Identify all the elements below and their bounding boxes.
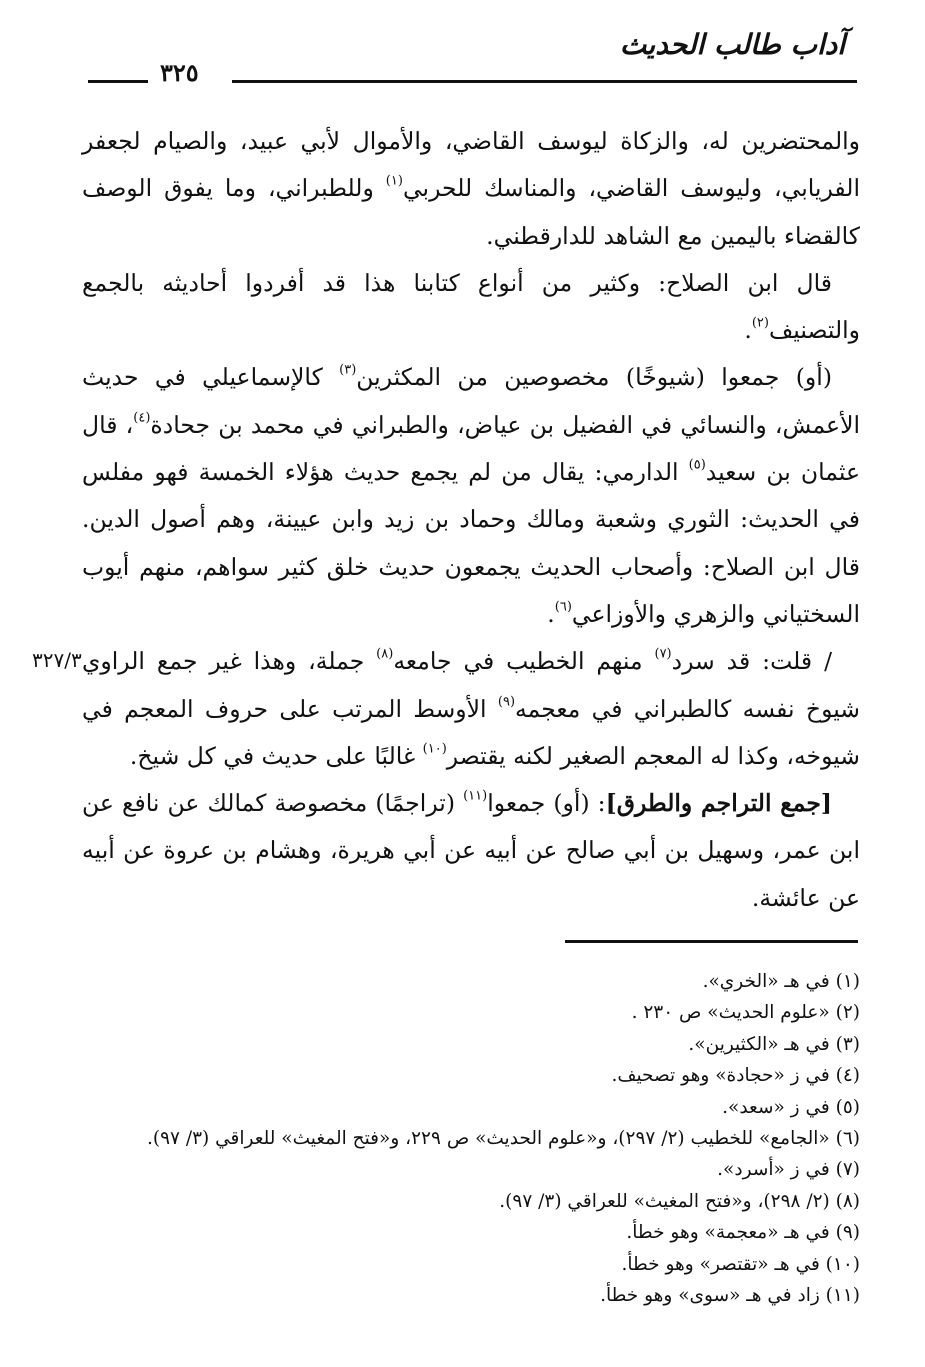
paragraph-4-text-b: منهم الخطيب في جامعه: [393, 647, 655, 676]
paragraph-3: [82, 354, 860, 638]
body-text: [82, 118, 860, 922]
note-ref-1: (١): [385, 173, 403, 189]
paragraph-1: [82, 118, 860, 260]
footnote: (٣) في هـ «الكثيرين».: [688, 1033, 860, 1055]
note-ref-2: (٢): [751, 315, 769, 331]
note-ref-3: (٣): [339, 362, 357, 378]
paragraph-2-text: قال ابن الصلاح: وكثير من أنواع كتابنا هذا قد أفردوا أحاديثه بالجمع والتصنيف: [82, 268, 860, 345]
footnote: (٤) في ز «حجادة» وهو تصحيف.: [611, 1065, 860, 1087]
paragraph-2: [82, 260, 860, 355]
footnote: (١١) زاد في هـ «سوى» وهو خطأ.: [600, 1285, 860, 1307]
paragraph-1-text-a: والمحتضرين له، والزكاة ليوسف القاضي، والأموال لأبي عبيد، والصيام لجعفر الفريابي، وليوسف القاضي، والمناسك للحربي: [82, 127, 860, 203]
page-number: ٣٢٥: [160, 58, 199, 87]
paragraph-2-end: .: [744, 316, 752, 345]
footnote: (٩) في هـ «معجمة» وهو خطأ.: [626, 1222, 860, 1244]
paragraph-3-end: .: [547, 599, 555, 628]
footnote: (٨) (٢/ ٢٩٨)، و«فتح المغيث» للعراقي (٣/ ٩٧).: [499, 1190, 860, 1212]
footnote: (٢) «علوم الحديث» ص ٢٣٠ .: [631, 1002, 860, 1024]
paragraph-4-text-e: غالبًا على حديث في كل شيخ.: [129, 741, 423, 770]
paragraph-5: [82, 780, 860, 922]
header-rule-left: [88, 80, 148, 83]
paragraph-4-text-a: / قلت: قد سرد: [671, 647, 832, 676]
footnote: (٦) «الجامع» للخطيب (٢/ ٢٩٧)، و«علوم الحديث» ص ٢٢٩، و«فتح المغيث» للعراقي (٣/ ٩٧).: [146, 1128, 860, 1150]
paragraph-3-text-b: كالإسماعيلي في حديث الأعمش، والنسائي في الفضيل بن عياض، والطبراني في محمد بن جحادة: [82, 363, 860, 439]
footnotes: [60, 966, 860, 1311]
footnote: (٥) في ز «سعد».: [722, 1096, 860, 1118]
section-heading: [جمع التراجم والطرق]: [605, 789, 832, 818]
paragraph-4-text-d: الأوسط المرتب على حروف المعجم في شيوخه، وكذا له المعجم الصغير لكنه يقتصر: [82, 694, 860, 770]
running-title: آداب طالب الحديث: [619, 28, 845, 61]
note-ref-11: (١١): [463, 788, 488, 804]
paragraph-1-text-b: وللطبراني، وما يفوق الوصف كالقضاء باليمين مع الشاهد للدارقطني.: [82, 174, 860, 250]
paragraph-3-text-d: الدارمي: يقال من لم يجمع حديث هؤلاء الخمسة فهو مفلس في الحديث: الثوري وشعبة ومالك وحماد بن زيد وابن عيينة، وهم أصول الدين. قال ابن الصلاح: وأصحاب الحديث يجمعون حديث خلق كثير سواهم، منهم أيوب السختياني والزهري والأوزاعي: [82, 458, 860, 628]
footnote: (١٠) في هـ «تقتصر» وهو خطأ.: [621, 1253, 860, 1275]
header-rule-right: [232, 80, 857, 83]
paragraph-5-text-b: (تراجمًا) مخصوصة كمالك عن نافع عن ابن عمر، وسهيل بن أبي صالح عن أبيه عن أبي هريرة، وهشام بن عروة عن أبيه عن عائشة.: [82, 789, 860, 912]
footnote: (٧) في ز «أسرد».: [717, 1159, 860, 1181]
margin-reference: ٣٢٧/٣: [32, 648, 82, 672]
paragraph-4-text-c: جملة، وهذا غير جمع الراوي شيوخ نفسه كالطبراني في معجمه: [82, 647, 860, 723]
note-ref-4: (٤): [133, 410, 151, 426]
note-ref-9: (٩): [497, 693, 516, 709]
note-ref-5: (٥): [688, 457, 706, 473]
paragraph-3-text-a: (أو) جمعوا (شيوخًا) مخصوصين من المكثرين: [356, 363, 832, 392]
note-ref-10: (١٠): [422, 741, 447, 757]
paragraph-3-text-c: ، قال عثمان بن سعيد: [82, 410, 860, 487]
paragraph-4: [82, 638, 860, 780]
note-ref-6: (٦): [554, 599, 572, 615]
note-ref-8: (٨): [376, 646, 394, 662]
note-ref-7: (٧): [654, 646, 672, 662]
paragraph-5-text-a: : (أو) جمعوا: [487, 789, 606, 818]
footnote: (١) في هـ «الخري».: [702, 971, 860, 992]
footnote-rule: [565, 940, 858, 943]
